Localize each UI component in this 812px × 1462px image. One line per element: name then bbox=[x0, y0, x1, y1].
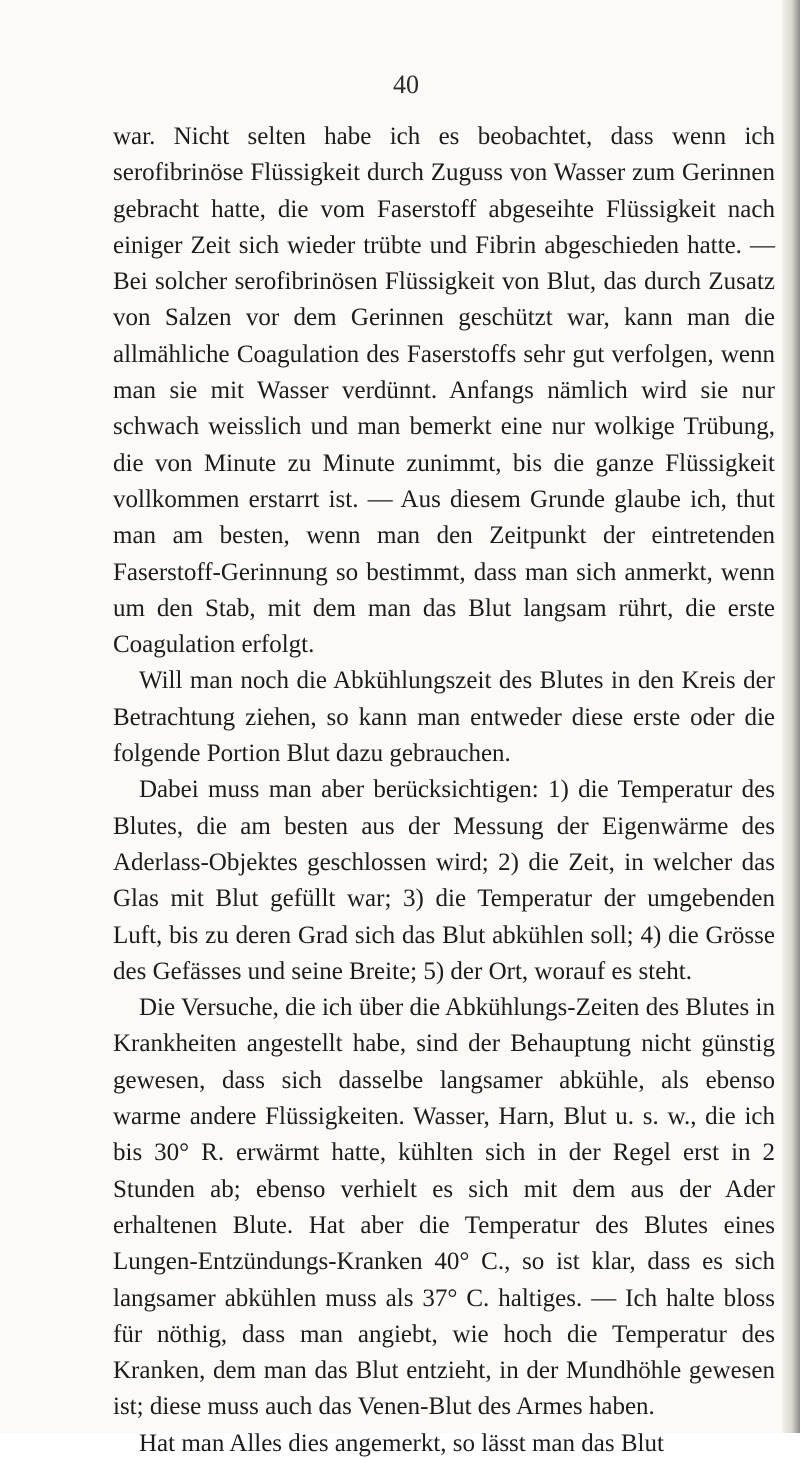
paragraph: war. Nicht selten habe ich es beobachtet, dass wenn ich serofibrinöse Flüssigkeit durch Zuguss von Wasser zum Gerinnen gebracht hatte, die vom Faserstoff abgeseihte Flüssigkeit nach einiger Zeit sich wieder trübte und Fibrin abgeschieden hatte. — Bei solcher serofibrinösen Flüssigkeit von Blut, das durch Zusatz von Salzen vor dem Gerinnen geschützt war, kann man die allmähliche Coagulation des Faserstoffs sehr gut verfolgen, wenn man sie mit Wasser verdünnt. Anfangs nämlich wird sie nur schwach weisslich und man bemerkt eine nur wolkige Trübung, die von Minute zu Minute zunimmt, bis die ganze Flüssigkeit vollkommen erstarrt ist. — Aus diesem Grunde glaube ich, thut man am besten, wenn man den Zeitpunkt der eintretenden Faserstoff-Gerinnung so bestimmt, dass man sich anmerkt, wenn um den Stab, mit dem man das Blut langsam rührt, die erste Coagulation erfolgt. bbox=[113, 123, 775, 659]
page-edge-shadow bbox=[782, 0, 800, 1433]
page-number: 40 bbox=[393, 70, 419, 99]
paragraph: Dabei muss man aber berücksichtigen: 1) die Temperatur des Blutes, die am besten aus der Messung der Eigenwärme des Aderlass-Objektes geschlossen wird; 2) die Zeit, in welcher das Glas mit Blut gefüllt war; 3) die Temperatur der umgebenden Luft, bis zu deren Grad sich das Blut abkühlen soll; 4) die Grösse des Gefässes und seine Breite; 5) der Ort, worauf es steht. bbox=[113, 776, 775, 985]
paragraph: Hat man Alles dies angemerkt, so lässt man das Blut bbox=[139, 1429, 664, 1457]
paragraph: Die Versuche, die ich über die Abkühlungs-Zeiten des Blutes in Krankheiten angestellt habe, sind der Behauptung nicht günstig gewesen, dass sich dasselbe langsamer abkühle, als ebenso warme andere Flüssigkeiten. Wasser, Harn, Blut u. s. w., die ich bis 30° R. erwärmt hatte, kühlten sich in der Regel erst in 2 Stunden ab; ebenso verhielt es sich mit dem aus der Ader erhaltenen Blute. Hat aber die Temperatur des Blutes eines Lungen-Entzündungs-Kranken 40° C., so ist klar, dass es sich langsamer abkühlen muss als 37° C. haltiges. — Ich halte bloss für nöthig, dass man angiebt, wie hoch die Temperatur des Kranken, dem man das Blut entzieht, in der Mundhöhle gewesen ist; diese muss auch das Venen-Blut des Armes haben. bbox=[113, 994, 775, 1421]
body-text bbox=[113, 119, 775, 1462]
paragraph: Will man noch die Abkühlungszeit des Blutes in den Kreis der Betrachtung ziehen, so kann man entweder diese erste oder die folgende Portion Blut dazu gebrauchen. bbox=[113, 667, 775, 768]
